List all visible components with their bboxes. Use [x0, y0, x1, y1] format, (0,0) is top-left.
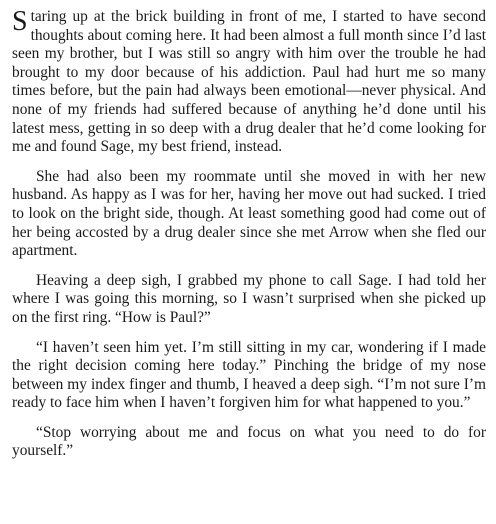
- paragraph-5: “Stop worrying about me and focus on what you need to do for yourself.”: [12, 423, 486, 460]
- paragraph-1-text: taring up at the brick building in front of me, I started to have second thoughts about coming here. It had been almost a full month since I’d last seen my brother, but I was still so angry with him over the trouble he had brought to my door because of his addiction. Paul had hurt me so many times before, but the pain had always been emotional—never physical. And none of my friends had suffered because of anything he’d done until his latest mess, getting in so deep with a drug dealer that he’d come looking for me and found Sage, my best friend, instead.: [12, 8, 486, 156]
- paragraph-3: Heaving a deep sigh, I grabbed my phone to call Sage. I had told her where I was going this morning, so I wasn’t surprised when she picked up on the first ring. “How is Paul?”: [12, 271, 486, 326]
- drop-cap: S: [12, 6, 28, 37]
- paragraph-2: She had also been my roommate until she moved in with her new husband. As happy as I was for her, having her move out had sucked. I tried to look on the bright side, though. At least something good had come out of her being accosted by a drug dealer since she met Arrow when she fled our apartment.: [12, 167, 486, 260]
- paragraph-1: [12, 8, 486, 157]
- paragraph-4: “I haven’t seen him yet. I’m still sitting in my car, wondering if I made the right decision coming here today.” Pinching the bridge of my nose between my index finger and thumb, I heaved a deep sigh. “I’m not sure I’m ready to face him when I haven’t forgiven him for what happened to you.”: [12, 338, 486, 412]
